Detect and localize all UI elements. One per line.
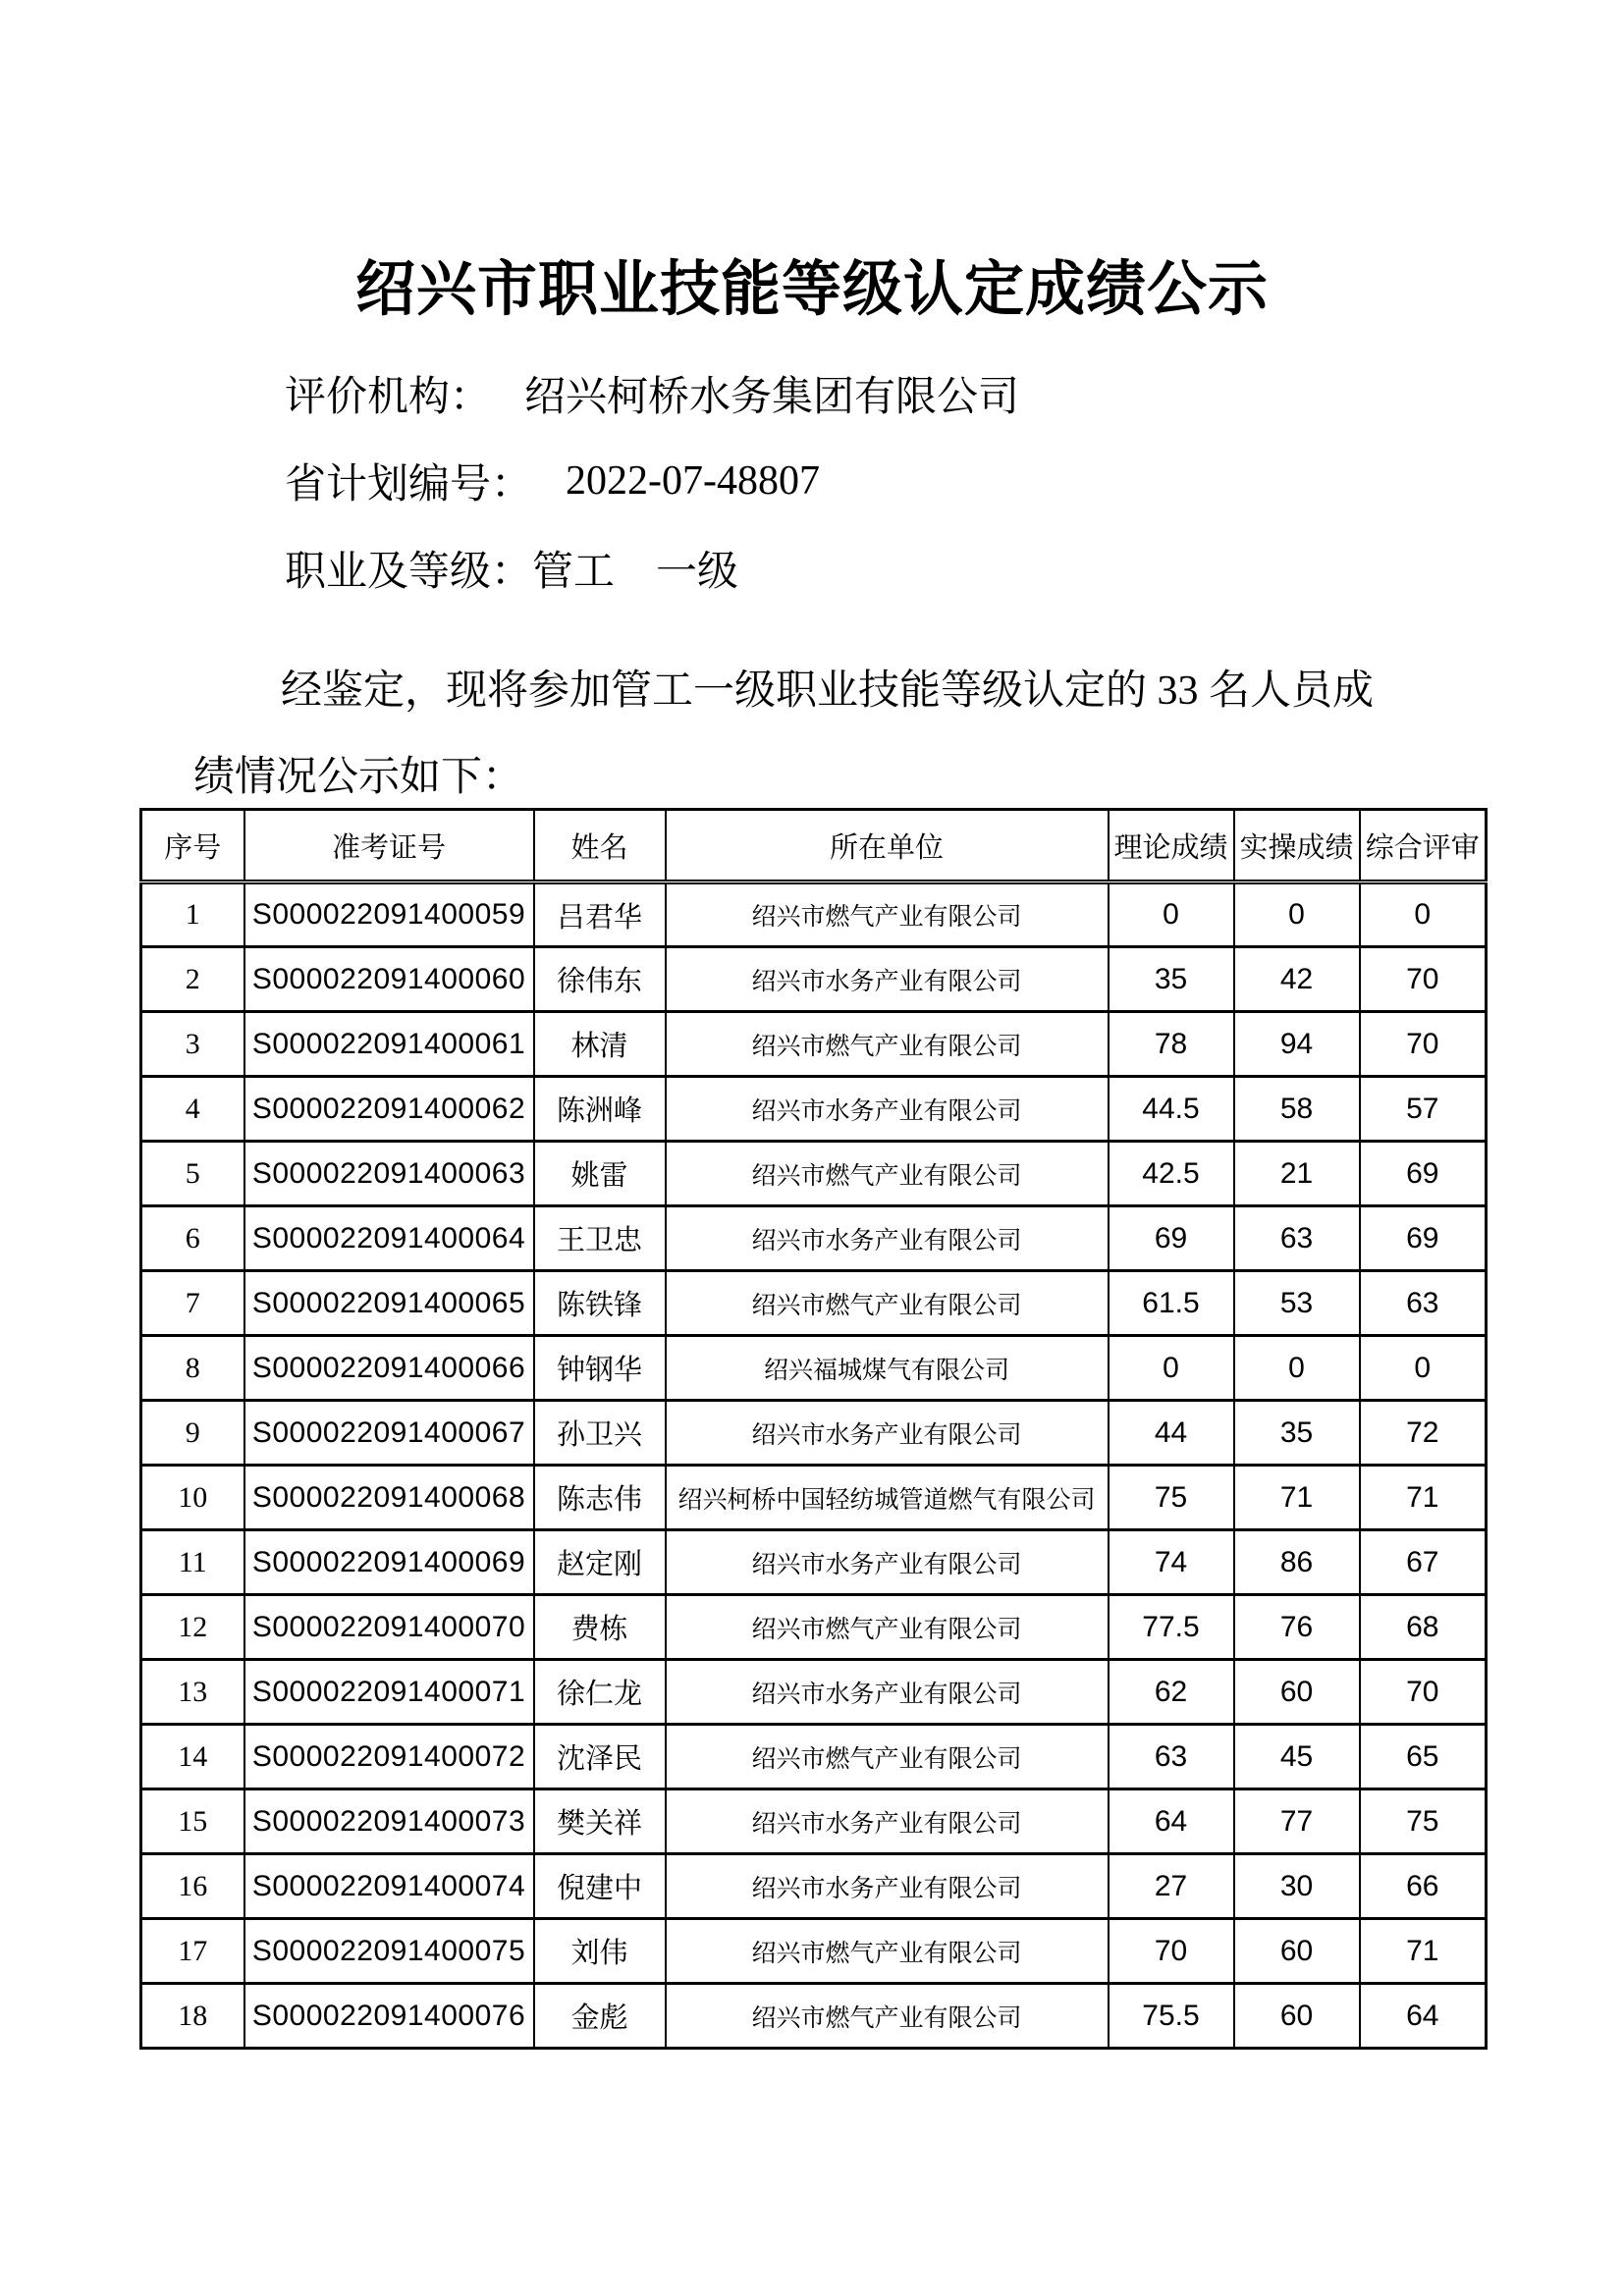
theory-score-cell: 0 — [1109, 882, 1234, 947]
review-score-cell: 71 — [1360, 1466, 1487, 1530]
theory-score-cell: 75 — [1109, 1466, 1234, 1530]
review-score-cell: 0 — [1360, 1336, 1487, 1401]
candidate-name-cell: 陈铁锋 — [534, 1271, 666, 1336]
table-row — [141, 1271, 1487, 1336]
exam-id-cell: S000022091400062 — [244, 1077, 534, 1142]
row-index-cell: 9 — [141, 1401, 244, 1466]
table-row — [141, 1012, 1487, 1077]
table-row — [141, 1984, 1487, 2049]
review-score-cell: 72 — [1360, 1401, 1487, 1466]
info-line-occupation-level — [285, 524, 1019, 612]
row-index-cell: 1 — [141, 882, 244, 947]
practical-score-cell: 76 — [1234, 1595, 1360, 1660]
table-row — [141, 1336, 1487, 1401]
exam-id-cell: S000022091400069 — [244, 1530, 534, 1595]
row-index-cell: 3 — [141, 1012, 244, 1077]
practical-score-cell: 60 — [1234, 1984, 1360, 2049]
exam-id-cell: S000022091400072 — [244, 1725, 534, 1789]
table-row — [141, 1595, 1487, 1660]
theory-score-cell: 35 — [1109, 947, 1234, 1012]
review-score-cell: 65 — [1360, 1725, 1487, 1789]
table-row — [141, 1725, 1487, 1789]
review-score-cell: 68 — [1360, 1595, 1487, 1660]
review-score-cell: 70 — [1360, 1660, 1487, 1725]
review-score-cell: 71 — [1360, 1919, 1487, 1984]
exam-id-cell: S000022091400071 — [244, 1660, 534, 1725]
practical-score-cell: 58 — [1234, 1077, 1360, 1142]
practical-score-cell: 30 — [1234, 1854, 1360, 1919]
company-cell: 绍兴市燃气产业有限公司 — [666, 1595, 1109, 1660]
candidate-name-cell: 樊关祥 — [534, 1789, 666, 1854]
row-index-cell: 13 — [141, 1660, 244, 1725]
info-line-evaluation-org — [285, 349, 1019, 437]
exam-id-cell: S000022091400064 — [244, 1206, 534, 1271]
exam-id-cell: S000022091400075 — [244, 1919, 534, 1984]
plan-number-value: 2022-07-48807 — [566, 457, 820, 504]
row-index-cell: 5 — [141, 1142, 244, 1206]
company-cell: 绍兴市燃气产业有限公司 — [666, 1012, 1109, 1077]
practical-score-cell: 86 — [1234, 1530, 1360, 1595]
company-cell: 绍兴市燃气产业有限公司 — [666, 1919, 1109, 1984]
announcement-paragraph-line1: 经鉴定，现将参加管工一级职业技能等级认定的 33 名人员成 — [281, 668, 1375, 714]
table-row — [141, 1077, 1487, 1142]
practical-score-cell: 0 — [1234, 1336, 1360, 1401]
company-cell: 绍兴市水务产业有限公司 — [666, 1530, 1109, 1595]
company-cell: 绍兴市燃气产业有限公司 — [666, 882, 1109, 947]
review-score-cell: 66 — [1360, 1854, 1487, 1919]
company-cell: 绍兴市水务产业有限公司 — [666, 1789, 1109, 1854]
row-index-cell: 6 — [141, 1206, 244, 1271]
theory-score-cell: 61.5 — [1109, 1271, 1234, 1336]
column-header-theory: 理论成绩 — [1109, 810, 1234, 882]
column-header-practical: 实操成绩 — [1234, 810, 1360, 882]
review-score-cell: 63 — [1360, 1271, 1487, 1336]
theory-score-cell: 27 — [1109, 1854, 1234, 1919]
theory-score-cell: 69 — [1109, 1206, 1234, 1271]
exam-id-cell: S000022091400074 — [244, 1854, 534, 1919]
column-header-index: 序号 — [141, 810, 244, 882]
review-score-cell: 67 — [1360, 1530, 1487, 1595]
review-score-cell: 57 — [1360, 1077, 1487, 1142]
table-row — [141, 947, 1487, 1012]
info-line-plan-number — [285, 437, 1019, 524]
row-index-cell: 16 — [141, 1854, 244, 1919]
header-row — [141, 810, 1487, 882]
results-table-body — [141, 882, 1487, 2049]
candidate-name-cell: 林清 — [534, 1012, 666, 1077]
row-index-cell: 7 — [141, 1271, 244, 1336]
review-score-cell: 70 — [1360, 947, 1487, 1012]
practical-score-cell: 42 — [1234, 947, 1360, 1012]
announcement-paragraph-line2: 绩情况公示如下： — [193, 755, 524, 800]
column-header-review: 综合评审 — [1360, 810, 1487, 882]
theory-score-cell: 64 — [1109, 1789, 1234, 1854]
candidate-name-cell: 钟钢华 — [534, 1336, 666, 1401]
theory-score-cell: 42.5 — [1109, 1142, 1234, 1206]
candidate-name-cell: 倪建中 — [534, 1854, 666, 1919]
theory-score-cell: 77.5 — [1109, 1595, 1234, 1660]
practical-score-cell: 77 — [1234, 1789, 1360, 1854]
row-index-cell: 15 — [141, 1789, 244, 1854]
theory-score-cell: 44 — [1109, 1401, 1234, 1466]
candidate-name-cell: 王卫忠 — [534, 1206, 666, 1271]
occupation-level-label: 职业及等级： — [285, 549, 533, 595]
table-row — [141, 1401, 1487, 1466]
table-row — [141, 1466, 1487, 1530]
exam-id-cell: S000022091400068 — [244, 1466, 534, 1530]
practical-score-cell: 21 — [1234, 1142, 1360, 1206]
row-index-cell: 4 — [141, 1077, 244, 1142]
plan-number-label: 省计划编号： — [285, 461, 533, 507]
table-row — [141, 1789, 1487, 1854]
review-score-cell: 70 — [1360, 1012, 1487, 1077]
exam-id-cell: S000022091400066 — [244, 1336, 534, 1401]
page-title: 绍兴市职业技能等级认定成绩公示 — [354, 257, 1269, 323]
table-row — [141, 1919, 1487, 1984]
results-table — [139, 808, 1488, 2050]
candidate-name-cell: 金彪 — [534, 1984, 666, 2049]
exam-id-cell: S000022091400060 — [244, 947, 534, 1012]
row-index-cell: 18 — [141, 1984, 244, 2049]
column-header-exam-id: 准考证号 — [244, 810, 534, 882]
theory-score-cell: 75.5 — [1109, 1984, 1234, 2049]
review-score-cell: 64 — [1360, 1984, 1487, 2049]
candidate-name-cell: 徐仁龙 — [534, 1660, 666, 1725]
practical-score-cell: 63 — [1234, 1206, 1360, 1271]
theory-score-cell: 74 — [1109, 1530, 1234, 1595]
results-table-header — [141, 810, 1487, 882]
candidate-name-cell: 费栋 — [534, 1595, 666, 1660]
exam-id-cell: S000022091400063 — [244, 1142, 534, 1206]
table-row — [141, 1854, 1487, 1919]
company-cell: 绍兴市燃气产业有限公司 — [666, 1725, 1109, 1789]
info-block — [285, 349, 1019, 612]
row-index-cell: 2 — [141, 947, 244, 1012]
company-cell: 绍兴市水务产业有限公司 — [666, 1077, 1109, 1142]
review-score-cell: 0 — [1360, 882, 1487, 947]
company-cell: 绍兴市燃气产业有限公司 — [666, 1984, 1109, 2049]
column-header-name: 姓名 — [534, 810, 666, 882]
table-row — [141, 1660, 1487, 1725]
table-row — [141, 1142, 1487, 1206]
theory-score-cell: 62 — [1109, 1660, 1234, 1725]
exam-id-cell: S000022091400067 — [244, 1401, 534, 1466]
company-cell: 绍兴柯桥中国轻纺城管道燃气有限公司 — [666, 1466, 1109, 1530]
candidate-name-cell: 赵定刚 — [534, 1530, 666, 1595]
company-cell: 绍兴市燃气产业有限公司 — [666, 1271, 1109, 1336]
practical-score-cell: 45 — [1234, 1725, 1360, 1789]
practical-score-cell: 71 — [1234, 1466, 1360, 1530]
candidate-name-cell: 姚雷 — [534, 1142, 666, 1206]
theory-score-cell: 70 — [1109, 1919, 1234, 1984]
theory-score-cell: 0 — [1109, 1336, 1234, 1401]
company-cell: 绍兴市水务产业有限公司 — [666, 1854, 1109, 1919]
company-cell: 绍兴市水务产业有限公司 — [666, 947, 1109, 1012]
company-cell: 绍兴市水务产业有限公司 — [666, 1660, 1109, 1725]
theory-score-cell: 63 — [1109, 1725, 1234, 1789]
column-header-company: 所在单位 — [666, 810, 1109, 882]
review-score-cell: 69 — [1360, 1206, 1487, 1271]
practical-score-cell: 53 — [1234, 1271, 1360, 1336]
practical-score-cell: 60 — [1234, 1919, 1360, 1984]
table-row — [141, 1206, 1487, 1271]
practical-score-cell: 60 — [1234, 1660, 1360, 1725]
exam-id-cell: S000022091400065 — [244, 1271, 534, 1336]
practical-score-cell: 35 — [1234, 1401, 1360, 1466]
candidate-name-cell: 刘伟 — [534, 1919, 666, 1984]
row-index-cell: 12 — [141, 1595, 244, 1660]
occupation-level-value: 管工 一级 — [532, 549, 739, 595]
evaluation-org-value: 绍兴柯桥水务集团有限公司 — [524, 374, 1020, 420]
exam-id-cell: S000022091400070 — [244, 1595, 534, 1660]
exam-id-cell: S000022091400061 — [244, 1012, 534, 1077]
company-cell: 绍兴福城煤气有限公司 — [666, 1336, 1109, 1401]
row-index-cell: 11 — [141, 1530, 244, 1595]
exam-id-cell: S000022091400073 — [244, 1789, 534, 1854]
candidate-name-cell: 吕君华 — [534, 882, 666, 947]
row-index-cell: 10 — [141, 1466, 244, 1530]
table-row — [141, 882, 1487, 947]
candidate-name-cell: 陈洲峰 — [534, 1077, 666, 1142]
theory-score-cell: 78 — [1109, 1012, 1234, 1077]
evaluation-org-label: 评价机构： — [285, 374, 492, 420]
practical-score-cell: 0 — [1234, 882, 1360, 947]
row-index-cell: 17 — [141, 1919, 244, 1984]
practical-score-cell: 94 — [1234, 1012, 1360, 1077]
exam-id-cell: S000022091400076 — [244, 1984, 534, 2049]
company-cell: 绍兴市燃气产业有限公司 — [666, 1142, 1109, 1206]
review-score-cell: 75 — [1360, 1789, 1487, 1854]
exam-id-cell: S000022091400059 — [244, 882, 534, 947]
candidate-name-cell: 孙卫兴 — [534, 1401, 666, 1466]
table-row — [141, 1530, 1487, 1595]
theory-score-cell: 44.5 — [1109, 1077, 1234, 1142]
row-index-cell: 14 — [141, 1725, 244, 1789]
company-cell: 绍兴市水务产业有限公司 — [666, 1206, 1109, 1271]
company-cell: 绍兴市水务产业有限公司 — [666, 1401, 1109, 1466]
review-score-cell: 69 — [1360, 1142, 1487, 1206]
candidate-name-cell: 沈泽民 — [534, 1725, 666, 1789]
candidate-name-cell: 徐伟东 — [534, 947, 666, 1012]
row-index-cell: 8 — [141, 1336, 244, 1401]
candidate-name-cell: 陈志伟 — [534, 1466, 666, 1530]
